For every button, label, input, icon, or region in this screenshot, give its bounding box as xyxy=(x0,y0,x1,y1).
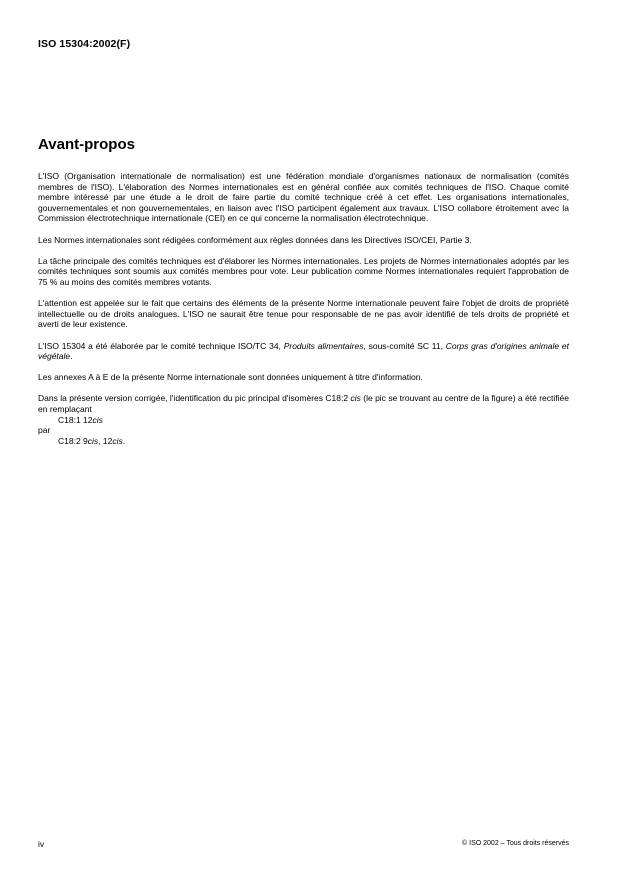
text-segment: , sous-comité SC 11, xyxy=(363,340,446,351)
formula-replaced xyxy=(38,415,569,426)
document-id: ISO 15304:2002(F) xyxy=(38,38,131,50)
paragraph-patent-rights: L'attention est appelée sur le fait que certains des éléments de la présente Norme internationale peuvent faire l'objet de droits de propriété intellectuelle ou de droits analogues. L'ISO ne saurait être tenue pour responsable de ne pas avoir identifié de tels droits de propriété et averti de leur existence. xyxy=(38,298,569,330)
paragraph-directives: Les Normes internationales sont rédigées conformément aux règles données dans les Directives ISO/CEI, Partie 3. xyxy=(38,234,472,245)
text-segment: Dans la présente version corrigée, l'identification du pic principal d'isomères C18:2 xyxy=(38,393,351,404)
text-segment: , 12 xyxy=(98,435,113,446)
formula-replacement xyxy=(38,436,569,447)
paragraph-annexes: Les annexes A à E de la présente Norme internationale sont données uniquement à titre d'information. xyxy=(38,372,423,383)
paragraph-iso-organisation: L'ISO (Organisation internationale de normalisation) est une fédération mondiale d'organismes nationaux de normalisation (comités membres de l'ISO). L'élaboration des Normes internationales est en général confiée aux comités techniques de l'ISO. Chaque comité membre intéressé par une étude a le droit de faire partie du comité technique créé à cet effet. Les organisations internationales, gouvernementales et non gouvernementales, en liaison avec l'ISO participent également aux travaux. L'ISO collabore étroitement avec la Commission électrotechnique internationale (CEI) en ce qui concerne la normalisation électrotechnique. xyxy=(38,171,569,224)
italic-cis: cis xyxy=(112,435,123,446)
text-segment: L'ISO 15304 a été élaborée par le comité technique ISO/TC 34, xyxy=(38,340,284,351)
text-segment: . xyxy=(70,351,73,362)
text-segment: C18:1 12 xyxy=(58,414,93,425)
text-segment: (le pic se trouvant au centre de la figure) a été rectifiée en remplaçant xyxy=(38,393,569,415)
copyright-notice: © ISO 2002 – Tous droits réservés xyxy=(462,840,569,847)
text-segment: . xyxy=(122,435,126,446)
connector-par: par xyxy=(38,425,51,436)
page-number: iv xyxy=(38,839,45,849)
italic-cis: cis xyxy=(92,414,103,425)
document-body xyxy=(38,171,569,446)
italic-subcommittee-name: Corps gras d'origines animale et végétale xyxy=(38,340,569,362)
text-segment: C18:2 9 xyxy=(58,435,88,446)
italic-committee-name: Produits alimentaires xyxy=(283,340,364,351)
page-title: Avant-propos xyxy=(38,136,135,153)
italic-cis: cis xyxy=(350,393,361,404)
italic-cis: cis xyxy=(87,435,99,446)
paragraph-technical-committees: La tâche principale des comités techniques est d'élaborer les Normes internationales. Les projets de Normes internationales adoptés par les comités techniques sont soumis aux comités membres pour vote. Leur publication comme Normes internationales requiert l'approbation de 75 % au moins des comités membres votants. xyxy=(38,255,569,287)
paragraph-preparation xyxy=(38,341,569,362)
paragraph-correction xyxy=(38,393,569,414)
